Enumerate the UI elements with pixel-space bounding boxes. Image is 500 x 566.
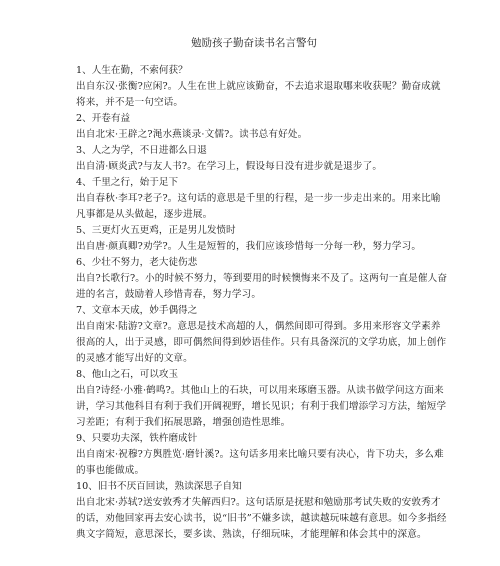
quote-entry-6 xyxy=(76,255,450,303)
quote-heading: 5、三更灯火五更鸡，正是男儿发愤时 xyxy=(76,225,236,236)
quote-explanation: 出自春秋·李耳?老子?。这句话的意思是千里的行程，是一步一步走出来的。用来比喻凡事都是从头做起，逐步进展。 xyxy=(76,193,441,220)
quote-entry-10 xyxy=(76,479,450,543)
quote-entry-4 xyxy=(76,175,450,223)
quote-heading: 3、人之为学，不日进都么日退 xyxy=(76,145,207,156)
quote-explanation: 出自北宋·王辟之?渑水燕谈录·文儒?。读书总有好处。 xyxy=(76,129,308,140)
quote-list xyxy=(76,63,450,543)
quote-explanation: 出自清·顾炎武?与友人书?。在学习上，假设每日没有进步就是退步了。 xyxy=(76,161,383,172)
quote-explanation: 出自?诗经·小雅·鹤鸣?。其他山上的石块，可以用来琢磨玉器。从读书做学问这方面来讲，学习其他科目有利于我们开阔视野，增长见识；有利于我们增添学习方法，缩短学习差距；有利于我们拓展思路，增强创造性思维。 xyxy=(76,385,447,428)
quote-heading: 1、人生在勤，不索何获？ xyxy=(76,65,188,76)
quote-heading: 4、千里之行，始于足下 xyxy=(76,177,179,188)
document-title: 勉励孩子勤奋读书名言警句 xyxy=(191,37,317,49)
quote-explanation: 出自?长歌行?。小的时候不努力，等到要用的时候懊悔来不及了。这两句一直是催人奋进的名言，鼓励着人珍惜青春，努力学习。 xyxy=(76,273,448,300)
quote-heading: 6、少壮不努力，老大徒伤悲 xyxy=(76,257,198,268)
quote-heading: 10、旧书不厌百回读，熟读深思子自知 xyxy=(76,481,242,492)
quote-heading: 8、他山之石，可以攻玉 xyxy=(76,369,179,380)
quote-entry-5 xyxy=(76,223,450,255)
quote-explanation: 出自南宋·陆游?文章?。意思是技术高超的人，偶然间即可得到。多用来形容文学素养很高的人，出于灵感，即可偶然间得到妙语佳作。只有具备深沉的文学功底，加上创作的灵感才能写出好的文章。 xyxy=(76,321,447,364)
quote-explanation: 出自唐·颜真卿?劝学?。人生是短暂的，我们应该珍惜每一分每一秒，努力学习。 xyxy=(76,241,422,252)
quote-entry-1 xyxy=(76,63,450,111)
quote-entry-8 xyxy=(76,367,450,431)
quote-entry-7 xyxy=(76,303,450,367)
quote-heading: 7、文章本天成，妙手偶得之 xyxy=(76,305,198,316)
quote-explanation: 出自北宋·苏轼?送安敦秀才失解西归?。这句话原是抚慰和勉励那考试失败的安敦秀才的话，劝他回家再去安心读书，说“旧书”不嫌多读，越读越玩味越有意思。如今多指经典文字简短，意思深长，要多读、熟读，仔细玩味，才能理解和体会其中的深意。 xyxy=(76,497,447,540)
quote-explanation: 出自东汉·张衡?应闲?。人生在世上就应该勤奋，不去追求退取哪来收获呢？勤奋成就将来，并不是一句空话。 xyxy=(76,81,441,108)
quote-explanation: 出自南宋·祝穆?方舆胜览·磨针溪?。这句话多用来比喻只要有决心，肯下功夫，多么难的事也能做成。 xyxy=(76,449,444,476)
quote-entry-9 xyxy=(76,431,450,479)
quote-heading: 2、开卷有益 xyxy=(76,113,131,124)
quote-entry-2 xyxy=(76,111,450,143)
quote-heading: 9、只要功夫深，铁杵磨成针 xyxy=(76,433,198,444)
quote-entry-3 xyxy=(76,143,450,175)
